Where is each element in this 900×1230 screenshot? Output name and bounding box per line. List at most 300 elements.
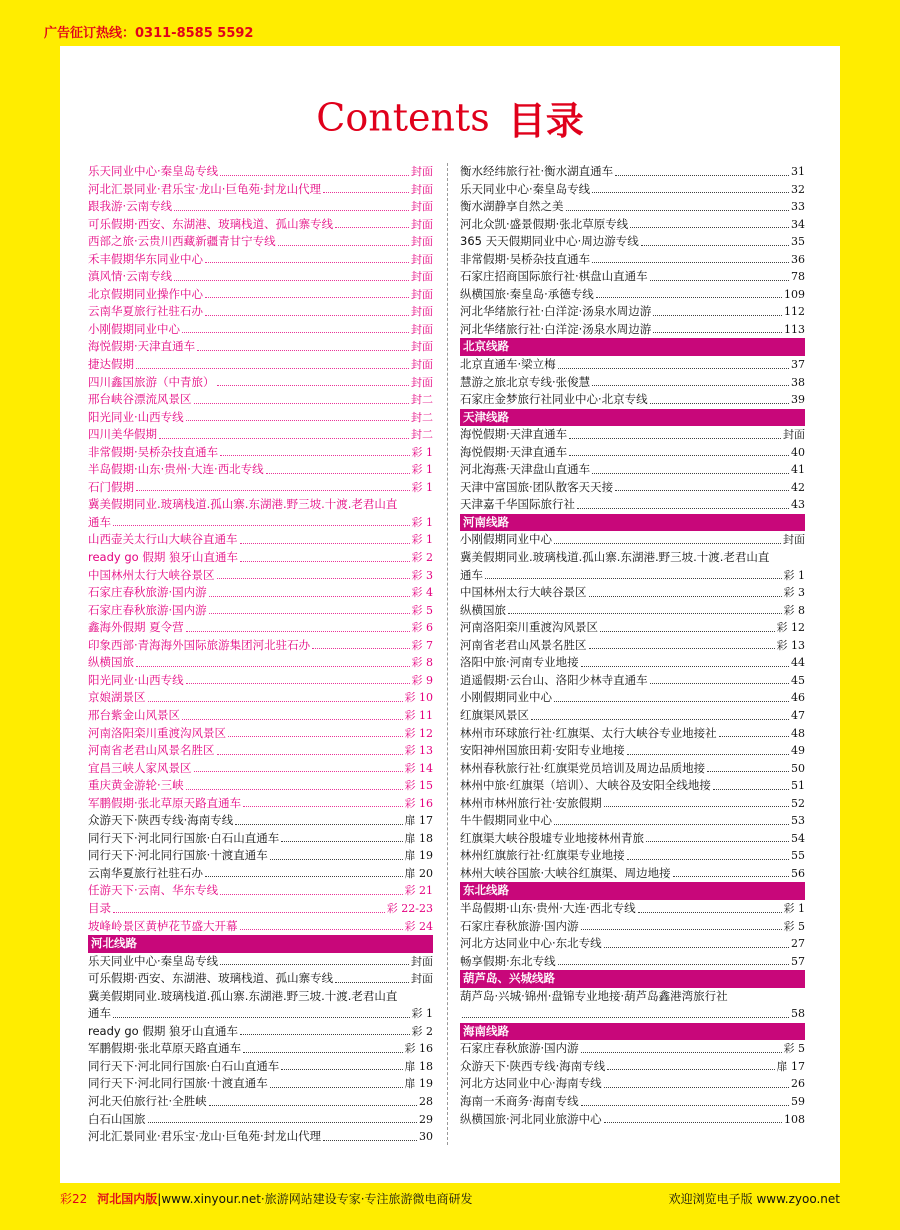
toc-entry[interactable] [88, 1023, 433, 1041]
dot-leader [113, 525, 410, 526]
dot-leader [485, 578, 782, 579]
toc-entry-page: 彩 1 [411, 1007, 433, 1021]
toc-entry-title: 石家庄金梦旅行社同业中心·北京专线 [460, 392, 648, 407]
dot-leader [462, 1017, 789, 1018]
toc-entry[interactable] [460, 233, 805, 251]
dot-leader [615, 175, 789, 176]
toc-entry-title: 非常假期·吴桥杂技直通车 [460, 251, 591, 266]
toc-entry-title: 目录 [88, 900, 111, 915]
toc-entry-page: 55 [791, 849, 805, 863]
toc-entry-title: 洛阳中旅·河南专业地接 [460, 655, 579, 670]
toc-entry-page: 封面 [411, 200, 433, 214]
toc-entry-title: 河北天伯旅行社·全胜峡 [88, 1093, 207, 1108]
toc-entry[interactable] [88, 672, 433, 690]
toc-entry[interactable] [460, 935, 805, 953]
dot-leader [217, 578, 410, 579]
toc-entry-page: 58 [791, 1007, 805, 1021]
footer-ebook-link[interactable]: 欢迎浏览电子版 www.zyoo.net [668, 1192, 840, 1206]
toc-entry[interactable] [460, 777, 805, 795]
toc-entry-page: 彩 22-23 [386, 901, 433, 915]
toc-entry-title: 红旗渠大峡谷殷墟专业地接林州青旅 [460, 830, 644, 845]
toc-entry[interactable] [460, 812, 805, 830]
dot-leader [604, 806, 789, 807]
toc-entry-page: 35 [791, 235, 805, 249]
toc-entry[interactable] [460, 584, 805, 602]
dot-leader [312, 648, 409, 649]
toc-entry[interactable] [88, 584, 433, 602]
dot-leader [281, 841, 402, 842]
toc-entry-page: 48 [791, 726, 805, 740]
dot-leader [182, 332, 409, 333]
toc-entry[interactable] [460, 619, 805, 637]
toc-entry[interactable] [460, 742, 805, 760]
toc-entry[interactable] [460, 444, 805, 462]
toc-entry-page: 37 [791, 358, 805, 372]
toc-entry[interactable] [88, 531, 433, 549]
toc-entry[interactable] [88, 654, 433, 672]
toc-entry-page: 封面 [411, 358, 433, 372]
toc-entry[interactable] [88, 1111, 433, 1129]
toc-entry[interactable] [88, 216, 433, 234]
toc-entry[interactable] [460, 426, 805, 444]
toc-entry-page: 51 [791, 779, 805, 793]
toc-entry[interactable] [88, 847, 433, 865]
toc-entry-title: 石门假期 [88, 479, 134, 494]
toc-entry-page: 扉 18 [404, 1059, 433, 1073]
toc-entry[interactable] [88, 760, 433, 778]
section-header: 海南线路 [460, 1023, 805, 1041]
toc-entry-title: 林州红旗旅行社·红旗渠专业地接 [460, 848, 625, 863]
toc-entry-title: 河北方达同业中心·东北专线 [460, 936, 602, 951]
dot-leader [217, 385, 410, 386]
toc-entry-page: 44 [791, 656, 805, 670]
toc-entry[interactable] [88, 338, 433, 356]
toc-entry-title: 半岛假期·山东·贵州·大连·西北专线 [460, 900, 636, 915]
dot-leader [650, 280, 789, 281]
toc-entry-page: 封面 [411, 375, 433, 389]
toc-entry-title: ready go 假期 狼牙山直通车 [88, 1023, 239, 1038]
toc-entry-title-continued: 通车 [88, 1006, 111, 1021]
dot-leader [186, 631, 410, 632]
toc-entry-page: 彩 2 [411, 551, 433, 565]
dot-leader [278, 245, 409, 246]
toc-entry[interactable] [88, 286, 433, 304]
toc-entry-title: 红旗渠风景区 [460, 707, 529, 722]
toc-entry[interactable] [88, 707, 433, 725]
toc-entry-page: 彩 8 [411, 656, 433, 670]
toc-entry[interactable] [88, 321, 433, 339]
toc-entry-title: 跟我游·云南专线 [88, 199, 173, 214]
toc-entry-title: 河南洛阳栾川重渡沟风景区 [460, 620, 598, 635]
column-divider [447, 163, 448, 1145]
toc-entry-title: 山西壶关太行山大峡谷直通车 [88, 532, 238, 547]
toc-entry[interactable] [88, 1093, 433, 1111]
toc-entry-page: 封面 [411, 217, 433, 231]
dot-leader [136, 368, 409, 369]
toc-entry[interactable] [460, 900, 805, 918]
toc-entry[interactable] [88, 1075, 433, 1093]
toc-entry-page: 40 [791, 445, 805, 459]
toc-entry[interactable] [460, 286, 805, 304]
title-english: Contents [316, 95, 490, 140]
toc-entry-page: 彩 5 [783, 919, 805, 933]
toc-entry-page: 彩 1 [411, 480, 433, 494]
toc-entry[interactable] [460, 830, 805, 848]
toc-entry[interactable] [460, 953, 805, 971]
dot-leader [174, 210, 409, 211]
toc-entry[interactable] [460, 181, 805, 199]
dot-leader [592, 262, 789, 263]
toc-entry-title: 任游天下·云南、华东专线 [88, 883, 219, 898]
toc-entry[interactable] [88, 461, 433, 479]
toc-entry-title: 河北方达同业中心·海南专线 [460, 1076, 602, 1091]
toc-entry-page: 50 [791, 761, 805, 775]
toc-entry[interactable] [88, 163, 433, 181]
toc-entry[interactable] [88, 391, 433, 409]
dot-leader [205, 315, 409, 316]
toc-entry-title: 乐天同业中心·秦皇岛专线 [88, 164, 219, 178]
dot-leader [113, 912, 385, 913]
toc-entry-title: 河北众凯·盛景假期·张北草原专线 [460, 216, 629, 231]
toc-entry-title: 牛牛假期同业中心 [460, 813, 552, 828]
toc-left-column [88, 163, 433, 1146]
toc-entry-page: 彩 21 [404, 884, 433, 898]
toc-entry-title: 同行天下·河北同行国旅·十渡直通车 [88, 1076, 268, 1091]
toc-entry-title: 河南省老君山风景名胜区 [460, 637, 587, 652]
toc-entry-page: 29 [419, 1112, 433, 1126]
toc-entry-page: 彩 5 [783, 1042, 805, 1056]
toc-entry[interactable] [460, 1040, 805, 1058]
toc-entry-page: 封面 [411, 972, 433, 986]
dot-leader [566, 210, 790, 211]
toc-entry-title: 海悦假期·天津直通车 [88, 339, 196, 354]
toc-entry[interactable] [460, 1093, 805, 1111]
toc-entry-title: 林州中旅·红旗渠（培训）、大峡谷及安阳全线地接 [460, 778, 711, 793]
toc-entry-title: 可乐假期·西安、东湖港、玻璃栈道、孤山寨专线 [88, 216, 334, 231]
toc-entry[interactable] [88, 637, 433, 655]
toc-entry-page: 彩 13 [404, 744, 433, 758]
toc-entry-page: 27 [791, 937, 805, 951]
toc-entry[interactable] [460, 918, 805, 936]
toc-entry[interactable] [88, 479, 433, 497]
dot-leader [558, 964, 789, 965]
toc-entry[interactable] [88, 988, 433, 1023]
toc-entry-title: 白石山国旅 [88, 1111, 146, 1126]
toc-entry-title: 天津嘉千华国际旅行社 [460, 497, 575, 512]
dot-leader [604, 947, 789, 948]
toc-entry[interactable] [88, 268, 433, 286]
toc-entry-title: 石家庄春秋旅游·国内游 [88, 585, 207, 600]
dot-leader [323, 192, 409, 193]
toc-entry-page: 扉 17 [776, 1059, 805, 1073]
toc-entry[interactable] [88, 953, 433, 971]
toc-entry[interactable] [88, 549, 433, 567]
toc-entry[interactable] [460, 251, 805, 269]
dot-leader [186, 420, 409, 421]
toc-entry[interactable] [460, 531, 805, 549]
toc-entry[interactable] [88, 374, 433, 392]
toc-entry-page: 封二 [411, 410, 433, 424]
toc-entry[interactable] [460, 461, 805, 479]
toc-entry[interactable] [88, 900, 433, 918]
toc-entry-title: 半岛假期·山东·贵州·大连·西北专线 [88, 462, 264, 477]
dot-leader [159, 438, 409, 439]
toc-entry-page: 59 [791, 1094, 805, 1108]
toc-entry[interactable] [88, 970, 433, 988]
dot-leader [220, 894, 402, 895]
toc-entry-page: 42 [791, 480, 805, 494]
toc-entry[interactable] [460, 1058, 805, 1076]
toc-entry-page: 52 [791, 796, 805, 810]
footer-page-label: 彩22 [60, 1192, 88, 1206]
toc-entry[interactable] [460, 163, 805, 181]
dot-leader [646, 841, 789, 842]
dot-leader [240, 543, 410, 544]
dot-leader [209, 596, 410, 597]
dot-leader [194, 403, 410, 404]
toc-entry[interactable] [460, 689, 805, 707]
dot-leader [235, 824, 402, 825]
toc-entry-page: 扉 19 [404, 1077, 433, 1091]
toc-entry-title: 365 天天假期同业中心·周边游专线 [460, 234, 639, 249]
toc-entry-page: 封面 [411, 182, 433, 196]
toc-entry[interactable] [460, 1111, 805, 1129]
toc-entry[interactable] [460, 496, 805, 514]
dot-leader [270, 859, 403, 860]
toc-entry[interactable] [88, 251, 433, 269]
toc-entry-page: 56 [791, 866, 805, 880]
toc-entry-page: 33 [791, 200, 805, 214]
toc-entry-page: 108 [784, 1112, 805, 1126]
toc-entry-page: 彩 15 [404, 779, 433, 793]
toc-entry-page: 彩 5 [411, 603, 433, 617]
toc-entry[interactable] [88, 725, 433, 743]
toc-entry[interactable] [88, 303, 433, 321]
toc-entry-page: 43 [791, 498, 805, 512]
toc-entry-title: 石家庄春秋旅游·国内游 [460, 1041, 579, 1056]
toc-entry[interactable] [460, 795, 805, 813]
toc-entry-title: 林州大峡谷国旅·大峡谷红旗渠、周边地接 [460, 865, 671, 880]
dot-leader [638, 912, 782, 913]
footer-site-link[interactable]: www.xinyour.net·旅游网站建设专家·专注旅游微电商研发 [161, 1192, 473, 1206]
toc-entry[interactable] [88, 602, 433, 620]
toc-entry[interactable] [88, 812, 433, 830]
toc-entry[interactable] [88, 567, 433, 585]
dot-leader [653, 332, 782, 333]
toc-entry-page: 封二 [411, 393, 433, 407]
dot-leader [558, 368, 789, 369]
toc-entry-page: 彩 8 [783, 603, 805, 617]
toc-entry-page: 封面 [411, 287, 433, 301]
toc-entry-title: 海南一禾商务·海南专线 [460, 1093, 579, 1108]
toc-entry[interactable] [460, 707, 805, 725]
toc-entry-page: 封面 [411, 235, 433, 249]
dot-leader [240, 1034, 409, 1035]
toc-entry-page: 扉 17 [404, 814, 433, 828]
toc-entry[interactable] [88, 865, 433, 883]
toc-entry[interactable] [460, 654, 805, 672]
toc-entry-page: 78 [791, 270, 805, 284]
toc-entry-title: 海悦假期·天津直通车 [460, 427, 568, 442]
toc-entry[interactable] [460, 356, 805, 374]
dot-leader [113, 1017, 410, 1018]
dot-leader [136, 666, 410, 667]
toc-entry-page: 封面 [783, 428, 805, 442]
toc-entry[interactable] [460, 1075, 805, 1093]
dot-leader [205, 262, 409, 263]
toc-entry-title: 云南华夏旅行社驻石办 [88, 304, 203, 319]
toc-entry-title: 纵横国旅·秦皇岛·承德专线 [460, 286, 594, 301]
toc-entry-title: 鑫海外假期 夏令营 [88, 620, 184, 635]
toc-entry-title: 葫芦岛·兴城·锦州·盘锦专业地接·葫芦岛鑫港湾旅行社 [460, 988, 728, 1003]
toc-entry[interactable] [88, 689, 433, 707]
toc-entry-title: 军鹏假期·张北草原天路直通车 [88, 795, 242, 810]
dot-leader [240, 561, 409, 562]
contents-title [0, 90, 900, 145]
toc-entry[interactable] [88, 426, 433, 444]
toc-entry[interactable] [88, 444, 433, 462]
toc-entry-title: 中国林州太行大峡谷景区 [88, 567, 215, 582]
toc-entry-page: 封面 [783, 533, 805, 547]
toc-entry-title: 小刚假期同业中心 [460, 690, 552, 705]
toc-entry-title: 北京直通车·梁立梅 [460, 357, 556, 372]
dot-leader [577, 508, 789, 509]
toc-entry[interactable] [460, 479, 805, 497]
dot-leader [604, 1087, 789, 1088]
toc-entry-page: 彩 3 [783, 586, 805, 600]
toc-entry[interactable] [88, 795, 433, 813]
toc-entry-title: 坡峰岭景区黄栌花节盛大开幕 [88, 918, 238, 933]
toc-entry-title: 衡水湖静享自然之美 [460, 199, 564, 214]
toc-entry[interactable] [460, 198, 805, 216]
toc-entry[interactable] [88, 1058, 433, 1076]
toc-entry-title: 邢台紫金山风景区 [88, 707, 180, 722]
toc-entry[interactable] [88, 181, 433, 199]
toc-entry[interactable] [88, 496, 433, 531]
toc-entry-title: 林州市环球旅行社·红旗渠、太行大峡谷专业地接社 [460, 725, 717, 740]
toc-entry[interactable] [460, 391, 805, 409]
toc-entry-title: 云南华夏旅行社驻石办 [88, 865, 203, 880]
dot-leader [650, 683, 789, 684]
toc-entry[interactable] [88, 918, 433, 936]
toc-entry[interactable] [460, 374, 805, 392]
toc-entry-title-continued: 通车 [460, 567, 483, 582]
toc-entry-title: 衡水经纬旅行社·衡水湖直通车 [460, 164, 614, 178]
toc-entry[interactable] [88, 233, 433, 251]
toc-entry[interactable] [460, 988, 805, 1023]
toc-entry[interactable] [460, 637, 805, 655]
dot-leader [673, 876, 789, 877]
toc-entry-page: 39 [791, 393, 805, 407]
toc-entry[interactable] [88, 619, 433, 637]
toc-entry[interactable] [88, 830, 433, 848]
toc-entry[interactable] [88, 1040, 433, 1058]
toc-entry-page: 彩 1 [411, 515, 433, 529]
dot-leader [281, 1069, 402, 1070]
dot-leader [209, 613, 410, 614]
dot-leader [174, 280, 409, 281]
dot-leader [569, 438, 781, 439]
toc-entry-title: 四川美华假期 [88, 427, 157, 442]
section-header: 河北线路 [88, 935, 433, 953]
toc-entry[interactable] [88, 1128, 433, 1146]
toc-entry-page: 扉 19 [404, 849, 433, 863]
toc-entry[interactable] [460, 865, 805, 883]
toc-entry[interactable] [460, 268, 805, 286]
dot-leader [719, 736, 789, 737]
toc-entry-title: 乐天同业中心·秦皇岛专线 [460, 181, 591, 196]
toc-entry-title: 邢台峡谷漂流风景区 [88, 392, 192, 407]
toc-entry[interactable] [88, 742, 433, 760]
toc-entry-title: 石家庄招商国际旅行社·棋盘山直通车 [460, 269, 648, 284]
dot-leader [136, 490, 410, 491]
toc-entry-page: 36 [791, 252, 805, 266]
dot-leader [627, 859, 789, 860]
toc-entry[interactable] [460, 847, 805, 865]
section-header: 东北线路 [460, 882, 805, 900]
toc-entry-page: 彩 4 [411, 586, 433, 600]
toc-entry[interactable] [460, 549, 805, 584]
toc-entry[interactable] [460, 303, 805, 321]
toc-entry[interactable] [460, 321, 805, 339]
toc-entry[interactable] [88, 409, 433, 427]
dot-leader [596, 297, 782, 298]
toc-entry-page: 彩 3 [411, 568, 433, 582]
dot-leader [581, 1105, 789, 1106]
toc-entry[interactable] [88, 356, 433, 374]
toc-entry-title: 河北汇景同业·君乐宝·龙山·巨龟苑·封龙山代理 [88, 181, 322, 196]
toc-right-column [460, 163, 805, 1128]
dot-leader [615, 490, 789, 491]
dot-leader [589, 596, 782, 597]
dot-leader [569, 455, 789, 456]
toc-entry[interactable] [460, 602, 805, 620]
section-header: 北京线路 [460, 338, 805, 356]
toc-entry[interactable] [460, 725, 805, 743]
toc-entry-title: 小刚假期同业中心 [460, 532, 552, 547]
toc-entry-title: 禾丰假期华东同业中心 [88, 251, 203, 266]
dot-leader [186, 789, 403, 790]
dot-leader [209, 1105, 417, 1106]
toc-entry-title: 众游天下·陕西专线·海南专线 [460, 1058, 606, 1073]
dot-leader [650, 403, 789, 404]
dot-leader [217, 754, 403, 755]
toc-entry[interactable] [88, 198, 433, 216]
toc-entry-page: 113 [784, 322, 805, 336]
dot-leader [554, 824, 789, 825]
dot-leader [335, 227, 409, 228]
toc-entry[interactable] [88, 777, 433, 795]
toc-entry-page: 109 [784, 287, 805, 301]
toc-entry-title: 林州市林州旅行社·安旅假期 [460, 795, 602, 810]
toc-entry[interactable] [460, 216, 805, 234]
dot-leader [554, 701, 789, 702]
dot-leader [194, 771, 403, 772]
toc-entry[interactable] [460, 672, 805, 690]
toc-entry-page: 彩 16 [404, 1042, 433, 1056]
toc-entry-title: 同行天下·河北同行国旅·十渡直通车 [88, 848, 268, 863]
toc-entry-title: 河南省老君山风景名胜区 [88, 743, 215, 758]
toc-entry-page: 32 [791, 182, 805, 196]
dot-leader [592, 192, 789, 193]
toc-entry-page: 45 [791, 673, 805, 687]
toc-entry[interactable] [460, 760, 805, 778]
section-header: 天津线路 [460, 409, 805, 427]
toc-entry-title: 石家庄春秋旅游·国内游 [88, 602, 207, 617]
toc-entry-page: 彩 24 [404, 919, 433, 933]
toc-entry-page: 彩 1 [783, 901, 805, 915]
toc-entry[interactable] [88, 882, 433, 900]
